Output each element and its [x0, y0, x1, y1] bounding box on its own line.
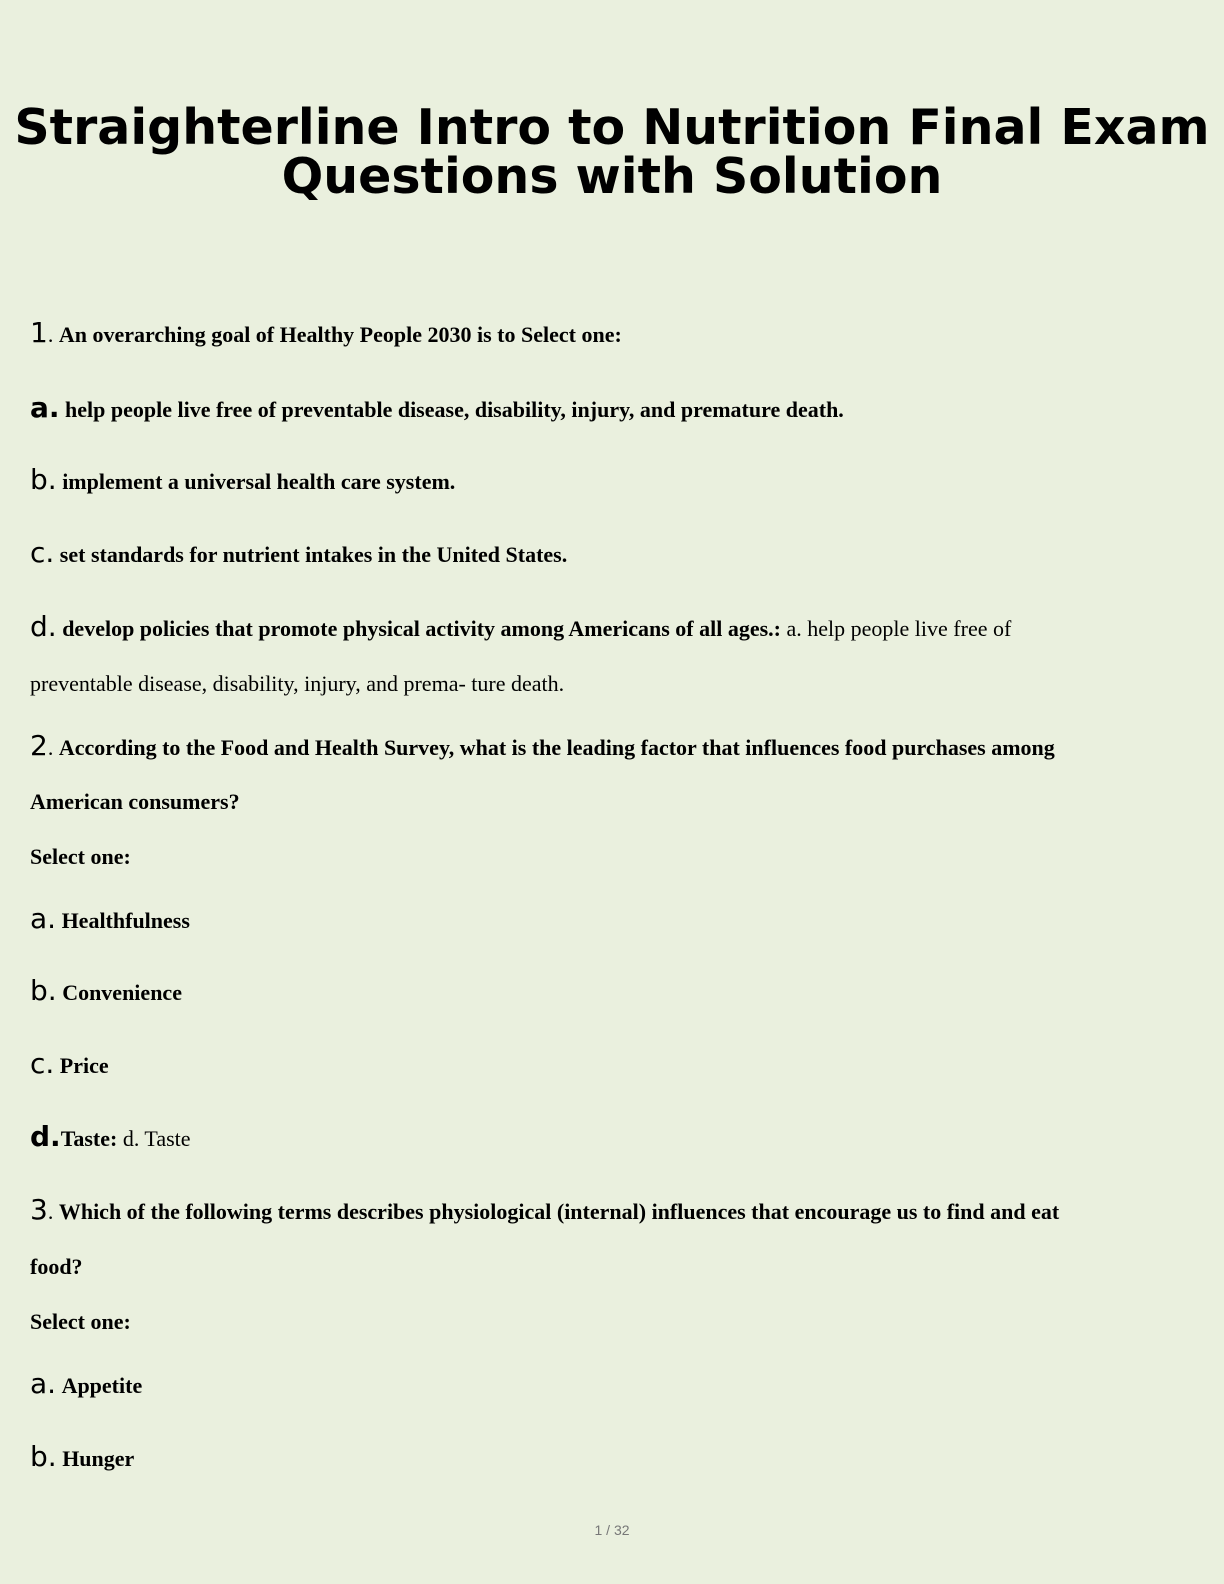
q1-option-a — [30, 393, 1200, 425]
question-text: An overarching goal of Healthy People 2030 is to Select one: — [58, 322, 622, 347]
option-letter: d. — [30, 1120, 61, 1153]
question-2-continued — [30, 787, 1200, 817]
option-letter: a. — [30, 391, 60, 424]
question-number: 3 — [30, 1193, 48, 1226]
option-text: Healthfulness — [61, 908, 190, 933]
question-1: 1. An overarching goal of Healthy People 2030 is to Select one: — [30, 316, 622, 349]
option-letter: b. — [30, 974, 57, 1007]
option-text: help people live free of preventable disease, disability, injury, and premature death. — [65, 397, 844, 422]
option-text: set standards for nutrient intakes in the United States. — [59, 542, 568, 567]
option-letter: c. — [30, 1047, 55, 1080]
q1-answer-continued — [30, 669, 1200, 699]
option-letter: d. — [30, 610, 57, 643]
answer-text: d. Taste — [122, 1126, 191, 1151]
option-text: Price — [59, 1053, 109, 1078]
option-letter: b. — [30, 1440, 57, 1473]
q2-option-c — [30, 1049, 1200, 1081]
option-text: Appetite — [61, 1373, 143, 1398]
question-number: 2 — [30, 729, 48, 762]
answer-text: preventable disease, disability, injury, and prema- ture death. — [30, 671, 565, 696]
q1-option-b — [30, 465, 1200, 497]
option-text: Convenience — [62, 980, 182, 1005]
question-3-continued — [30, 1252, 1200, 1282]
q2-select-prompt — [30, 842, 1200, 872]
q2-option-d — [30, 1122, 1200, 1154]
title-line-1: Straighterline Intro to Nutrition Final Exam — [14, 99, 1210, 156]
option-text: Hunger — [62, 1446, 135, 1471]
answer-text: a. help people live free of — [786, 616, 1012, 641]
question-text: According to the Food and Health Survey, what is the leading factor that influences food purchases among — [58, 735, 1055, 760]
question-text: American consumers? — [30, 789, 240, 814]
title-line-2: Questions with Solution — [281, 148, 943, 205]
document-title — [0, 99, 1224, 205]
select-prompt: Select one: — [30, 1309, 131, 1334]
option-letter: a. — [30, 1367, 57, 1400]
question-number: 1 — [30, 316, 48, 349]
q3-select-prompt — [30, 1307, 1200, 1337]
q1-option-c — [30, 538, 1200, 570]
select-prompt: Select one: — [30, 844, 131, 869]
option-text: implement a universal health care system. — [62, 469, 456, 494]
q1-option-d — [30, 612, 1200, 644]
question-text: food? — [30, 1254, 83, 1279]
q3-option-a — [30, 1369, 1200, 1401]
q2-option-a — [30, 904, 1200, 936]
page-number: 1 / 32 — [594, 1522, 630, 1538]
option-text: develop policies that promote physical activity among Americans of all ages.: — [62, 616, 782, 641]
option-letter: b. — [30, 463, 57, 496]
question-text: Which of the following terms describes physiological (internal) influences that encourage us to find and eat — [58, 1199, 1060, 1224]
question-2: 2. According to the Food and Health Survey, what is the leading factor that influences food purchases among — [30, 729, 1055, 762]
q2-option-b — [30, 976, 1200, 1008]
option-text: Taste: — [60, 1126, 118, 1151]
option-letter: c. — [30, 536, 55, 569]
q3-option-b — [30, 1442, 1200, 1474]
option-letter: a. — [30, 902, 57, 935]
question-3: 3. Which of the following terms describes physiological (internal) influences that encourage us to find and eat — [30, 1193, 1060, 1226]
